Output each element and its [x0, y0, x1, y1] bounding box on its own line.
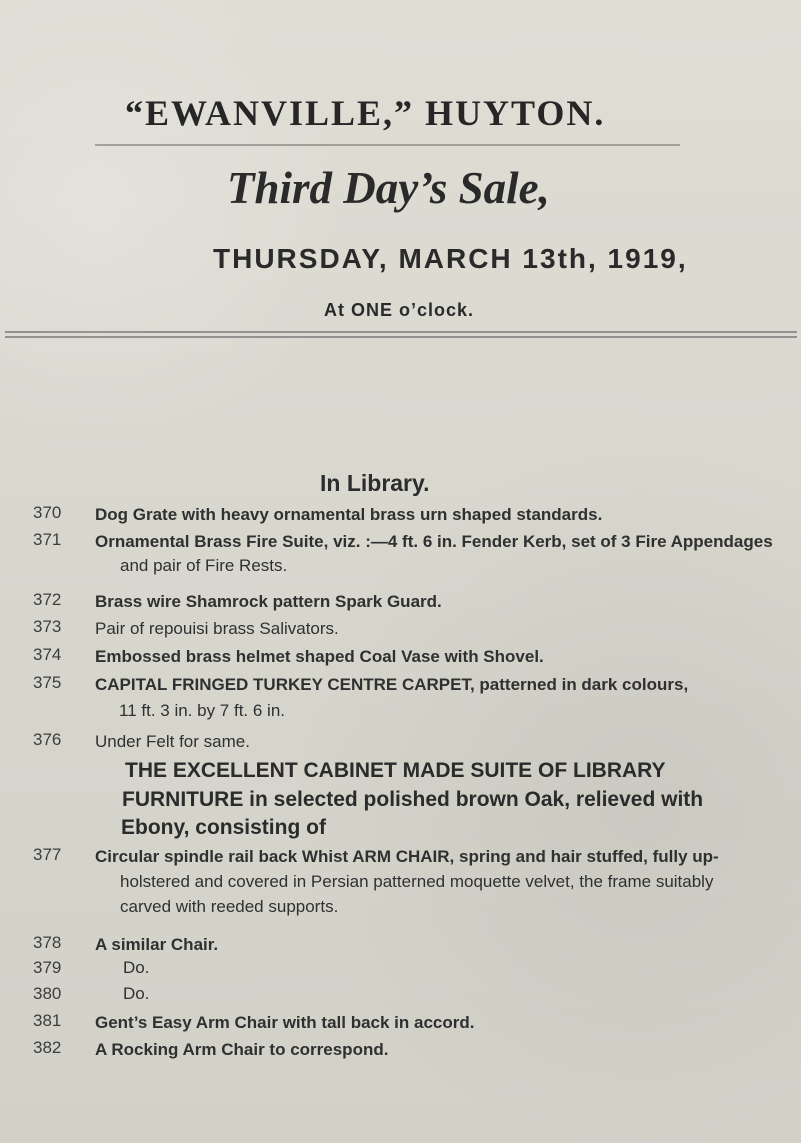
- lot-number: 372: [33, 590, 62, 609]
- lot-description: A Rocking Arm Chair to correspond.: [95, 1040, 389, 1059]
- suite-heading-line-3: Ebony, consisting of: [121, 816, 326, 839]
- lot-description: Pair of repouisi brass Salivators.: [95, 619, 339, 638]
- lot-description: Dog Grate with heavy ornamental brass urn shaped standards.: [95, 505, 603, 524]
- section-divider-bottom: [5, 336, 797, 338]
- lot-number: 381: [33, 1011, 62, 1030]
- section-divider-top: [5, 331, 797, 333]
- lot-number: 382: [33, 1038, 62, 1057]
- lot-description-continuation: 11 ft. 3 in. by 7 ft. 6 in.: [119, 701, 285, 720]
- lot-description: Ornamental Brass Fire Suite, viz. :—4 ft. 6 in. Fender Kerb, set of 3 Fire Appendages: [95, 532, 773, 551]
- lot-number: 375: [33, 673, 62, 692]
- title-rule: [95, 144, 680, 146]
- lot-description-continuation: carved with reeded supports.: [120, 897, 339, 916]
- lot-description: Circular spindle rail back Whist ARM CHAIR, spring and hair stuffed, fully up-: [95, 847, 719, 866]
- lot-description: Brass wire Shamrock pattern Spark Guard.: [95, 592, 442, 611]
- lot-number: 378: [33, 933, 62, 952]
- lot-number: 377: [33, 845, 62, 864]
- lot-number: 373: [33, 617, 62, 636]
- lot-description: Gent’s Easy Arm Chair with tall back in accord.: [95, 1013, 475, 1032]
- lot-number: 370: [33, 503, 62, 522]
- lot-description: Do.: [123, 984, 150, 1003]
- page-title: “EWANVILLE,” HUYTON.: [125, 93, 606, 133]
- lot-number: 380: [33, 984, 62, 1003]
- lot-description: A similar Chair.: [95, 935, 219, 954]
- sale-time: At ONE o’clock.: [324, 300, 475, 320]
- lot-number: 374: [33, 645, 62, 664]
- lot-description-continuation: and pair of Fire Rests.: [120, 556, 288, 575]
- lot-description: Embossed brass helmet shaped Coal Vase with Shovel.: [95, 647, 544, 666]
- suite-heading-line-1: THE EXCELLENT CABINET MADE SUITE OF LIBRARY: [125, 759, 666, 782]
- suite-heading-line-2: FURNITURE in selected polished brown Oak, relieved with: [122, 788, 704, 811]
- lot-number: 376: [33, 730, 62, 749]
- lot-description: Do.: [123, 958, 150, 977]
- lot-description-continuation: holstered and covered in Persian patterned moquette velvet, the frame suitably: [120, 872, 714, 891]
- sale-title: Third Day’s Sale,: [227, 163, 550, 213]
- sale-date: THURSDAY, MARCH 13th, 1919,: [213, 243, 688, 274]
- lot-description: CAPITAL FRINGED TURKEY CENTRE CARPET, patterned in dark colours,: [95, 675, 689, 694]
- section-title: In Library.: [320, 470, 430, 496]
- lot-description: Under Felt for same.: [95, 732, 250, 751]
- lot-number: 379: [33, 958, 62, 977]
- lot-number: 371: [33, 530, 62, 549]
